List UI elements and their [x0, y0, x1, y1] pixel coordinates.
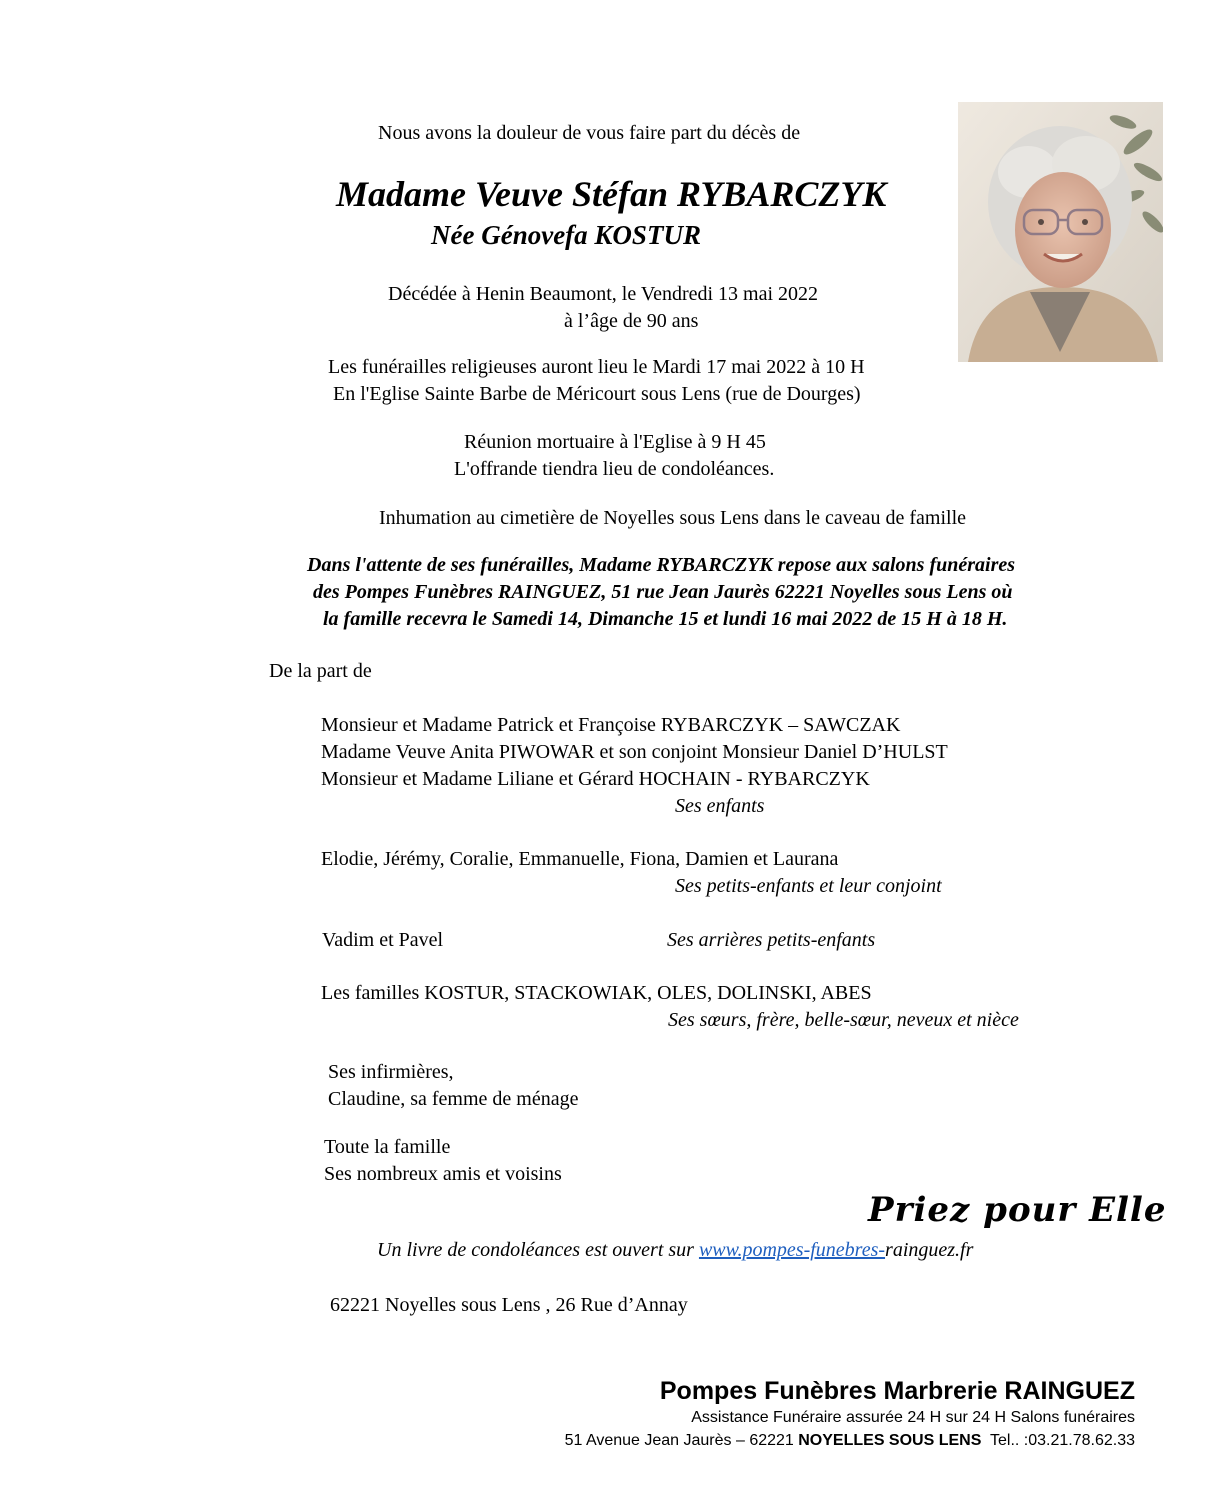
- grandchildren-label: Ses petits-enfants et leur conjoint: [675, 875, 942, 897]
- company-name: Pompes Funèbres Marbrerie RAINGUEZ: [659, 1377, 1135, 1405]
- condolence-line: [377, 1237, 973, 1264]
- prayer-text: Priez pour Elle: [868, 1190, 1167, 1230]
- maiden-name: Née Génovefa KOSTUR: [431, 220, 701, 250]
- company-line-2: [565, 1431, 1135, 1451]
- deceased-name: Madame Veuve Stéfan RYBARCZYK: [336, 174, 887, 214]
- others-line-3: Toute la famille: [324, 1136, 451, 1158]
- great-grandchildren-label: Ses arrières petits-enfants: [667, 929, 876, 951]
- company-city: NOYELLES SOUS LENS: [798, 1432, 982, 1449]
- portrait-image: [958, 102, 1163, 362]
- child-line-3: Monsieur et Madame Liliane et Gérard HOCHAIN - RYBARCZYK: [321, 768, 870, 790]
- meeting-line-1: Réunion mortuaire à l'Eglise à 9 H 45: [464, 431, 766, 453]
- child-line-1: Monsieur et Madame Patrick et Françoise RYBARCZYK – SAWCZAK: [321, 714, 901, 736]
- company-address: 51 Avenue Jean Jaurès – 62221: [564, 1432, 799, 1449]
- deceased-photo: [958, 102, 1163, 362]
- condolence-link[interactable]: www.pompes-funebres-: [698, 1239, 886, 1261]
- death-line: Décédée à Henin Beaumont, le Vendredi 13 mai 2022: [388, 283, 819, 305]
- funeral-line-1: Les funérailles religieuses auront lieu le Mardi 17 mai 2022 à 10 H: [328, 356, 865, 378]
- others-line-1: Ses infirmières,: [328, 1061, 454, 1083]
- intro-text: Nous avons la douleur de vous faire part du décès de: [378, 122, 801, 144]
- viewing-line-3: la famille recevra le Samedi 14, Dimanche 15 et lundi 16 mai 2022 de 15 H à 18 H.: [323, 608, 1008, 630]
- families-line: Les familles KOSTUR, STACKOWIAK, OLES, DOLINSKI, ABES: [321, 982, 872, 1004]
- company-line-1: Assistance Funéraire assurée 24 H sur 24 H Salons funéraires: [691, 1409, 1135, 1426]
- child-line-2: Madame Veuve Anita PIWOWAR et son conjoint Monsieur Daniel D’HULST: [321, 741, 948, 763]
- condolence-prefix: Un livre de condoléances est ouvert sur: [377, 1239, 699, 1261]
- burial-line: Inhumation au cimetière de Noyelles sous Lens dans le caveau de famille: [379, 507, 967, 529]
- great-grandchildren-line: Vadim et Pavel: [322, 929, 444, 951]
- from-label: De la part de: [269, 660, 372, 682]
- condolence-suffix: rainguez.fr: [885, 1239, 974, 1261]
- company-phone: Tel.. :03.21.78.62.33: [981, 1432, 1135, 1449]
- families-label: Ses sœurs, frère, belle-sœur, neveux et nièce: [668, 1009, 1019, 1031]
- age-line: à l’âge de 90 ans: [564, 310, 699, 332]
- meeting-line-2: L'offrande tiendra lieu de condoléances.: [454, 458, 775, 480]
- others-line-2: Claudine, sa femme de ménage: [328, 1088, 579, 1110]
- viewing-line-1: Dans l'attente de ses funérailles, Madame RYBARCZYK repose aux salons funéraires: [307, 554, 1016, 576]
- funeral-line-2: En l'Eglise Sainte Barbe de Méricourt sous Lens (rue de Dourges): [333, 383, 861, 405]
- children-label: Ses enfants: [675, 795, 765, 817]
- viewing-line-2: des Pompes Funèbres RAINGUEZ, 51 rue Jean Jaurès 62221 Noyelles sous Lens où: [313, 581, 1013, 603]
- address-line: 62221 Noyelles sous Lens , 26 Rue d’Annay: [330, 1294, 688, 1316]
- grandchildren-line: Elodie, Jérémy, Coralie, Emmanuelle, Fiona, Damien et Laurana: [321, 848, 839, 870]
- others-line-4: Ses nombreux amis et voisins: [324, 1163, 562, 1185]
